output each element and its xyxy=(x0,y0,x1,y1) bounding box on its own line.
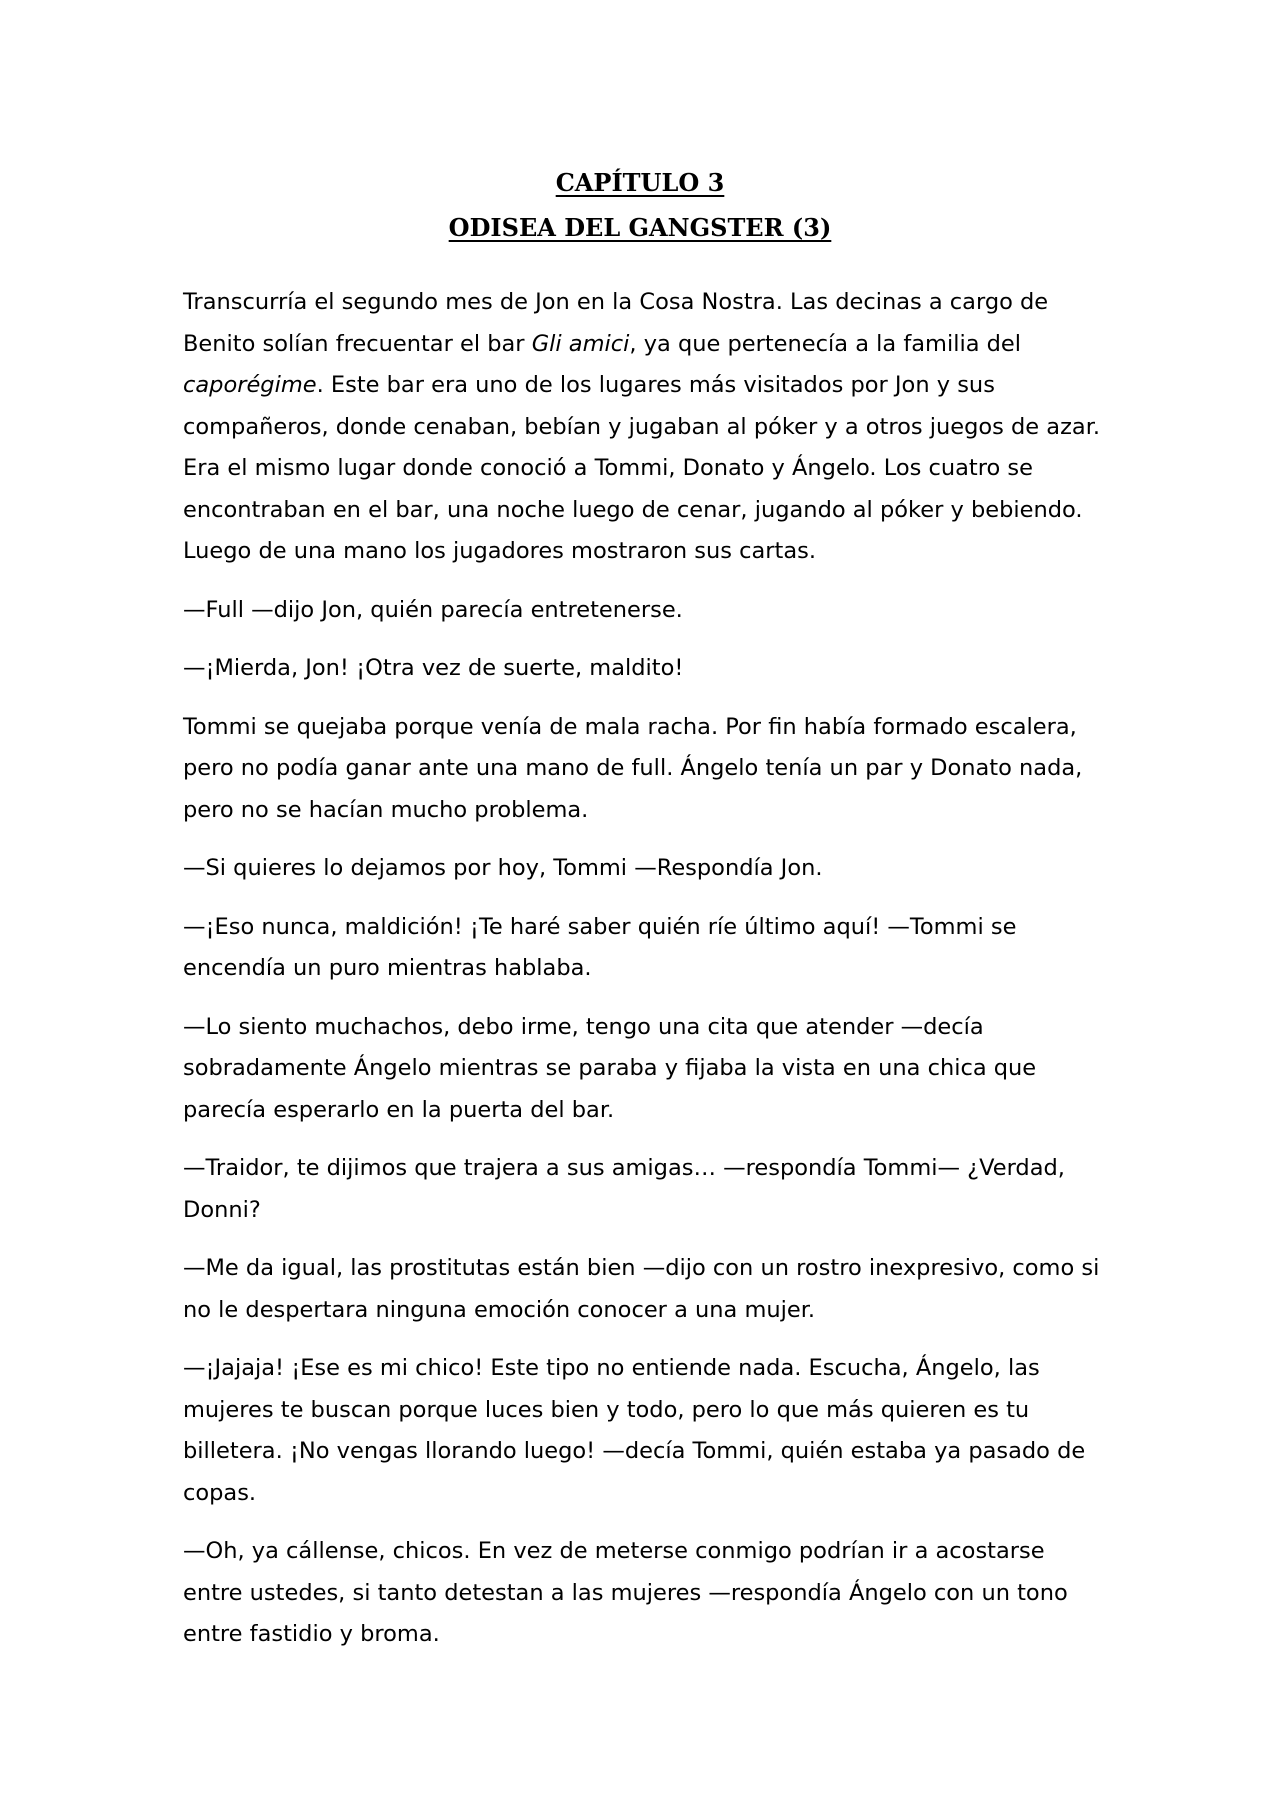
chapter-heading xyxy=(0,160,1280,250)
paragraph-text: —Full —dijo Jon, quién parecía entretenerse. xyxy=(183,596,683,623)
paragraph xyxy=(183,1148,1103,1231)
paragraph xyxy=(183,1248,1103,1331)
paragraph xyxy=(183,707,1103,832)
chapter-number-text: CAPÍTULO 3 xyxy=(555,168,725,197)
paragraph xyxy=(183,1348,1103,1514)
paragraph xyxy=(183,282,1103,573)
paragraph-text: —¡Jajaja! ¡Ese es mi chico! Este tipo no entiende nada. Escucha, Ángelo, las mujeres te buscan porque luces bien y todo, pero lo que más quieren es tu billetera. ¡No vengas llorando luego! —decía Tommi, quién estaba ya pasado de copas. xyxy=(183,1355,1086,1506)
chapter-body xyxy=(183,282,1103,1673)
chapter-title-text: ODISEA DEL GANGSTER (3) xyxy=(448,213,832,242)
italic-text: Gli amici xyxy=(531,330,630,357)
paragraph xyxy=(183,648,1103,690)
paragraph-text: —¡Eso nunca, maldición! ¡Te haré saber quién ríe último aquí! —Tommi se encendía un puro mientras hablaba. xyxy=(183,913,1017,981)
italic-text: caporégime xyxy=(183,372,317,398)
paragraph xyxy=(183,590,1103,632)
paragraph xyxy=(183,1007,1103,1132)
paragraph-text: —¡Mierda, Jon! ¡Otra vez de suerte, maldito! xyxy=(183,655,684,681)
paragraph-text: Tommi se quejaba porque venía de mala racha. Por fin había formado escalera, pero no podía ganar ante una mano de full. Ángelo tenía un par y Donato nada, pero no se hacían mucho problema. xyxy=(183,713,1083,823)
chapter-number xyxy=(0,160,1280,205)
paragraph-text: —Si quieres lo dejamos por hoy, Tommi —Respondía Jon. xyxy=(183,855,823,881)
paragraph-text: . Este bar era uno de los lugares más visitados por Jon y sus compañeros, donde cenaban, bebían y jugaban al póker y a otros juegos de azar. Era el mismo lugar donde conoció a Tommi, Donato y Ángelo. Los cuatro se encontraban en el bar, una noche luego de cenar, jugando al póker y bebiendo. Luego de una mano los jugadores mostraron sus cartas. xyxy=(183,372,1101,564)
paragraph xyxy=(183,848,1103,890)
paragraph-text: Transcurría el segundo mes de Jon en la Cosa Nostra. Las decinas a cargo de Benito solían frecuentar el bar xyxy=(183,289,1049,357)
paragraph xyxy=(183,1531,1103,1656)
paragraph-text: —Me da igual, las prostitutas están bien —dijo con un rostro inexpresivo, como si no le despertara ninguna emoción conocer a una mujer. xyxy=(183,1255,1100,1323)
paragraph xyxy=(183,907,1103,990)
paragraph-text: , ya que pertenecía a la familia del xyxy=(629,330,1022,357)
paragraph-text: —Oh, ya cállense, chicos. En vez de meterse conmigo podrían ir a acostarse entre ustedes, si tanto detestan a las mujeres —respondía Ángelo con un tono entre fastidio y broma. xyxy=(183,1538,1068,1647)
paragraph-text: —Lo siento muchachos, debo irme, tengo una cita que atender —decía sobradamente Ángelo mientras se paraba y fijaba la vista en una chica que parecía esperarlo en la puerta del bar. xyxy=(183,1013,1037,1123)
chapter-title xyxy=(0,205,1280,250)
paragraph-text: —Traidor, te dijimos que trajera a sus amigas… —respondía Tommi— ¿Verdad, Donni? xyxy=(183,1155,1065,1223)
